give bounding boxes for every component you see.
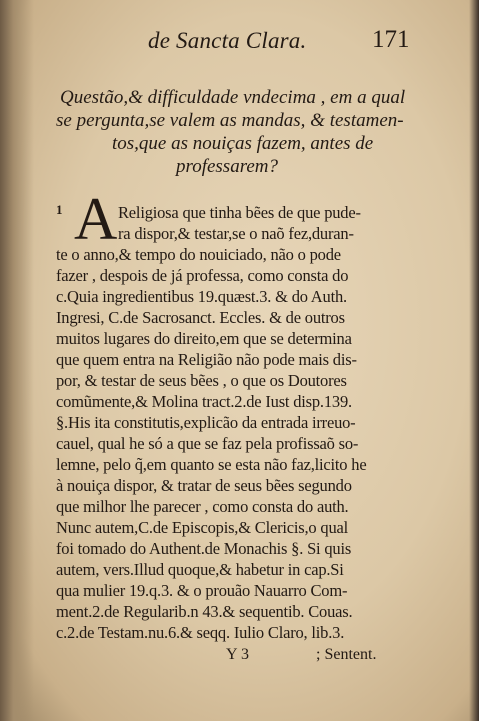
initial-letter: A <box>74 186 118 252</box>
body-line: à nouiça dispor, & tratar de seus bẽes segundo <box>56 476 352 495</box>
body-line: ment.2.de Regularib.n 43.& sequentib. Couas. <box>56 602 353 621</box>
body-line: que milhor lhe parecer , como consta do auth. <box>56 497 349 516</box>
heading-line: Questão,& difficuldade vndecima , em a qual <box>60 87 406 108</box>
body-line: cauel, qual he só a que se faz pela profissaõ so- <box>56 434 359 453</box>
body-line: c.Quia ingredientibus 19.quæst.3. & do Auth. <box>56 287 347 306</box>
body-line: por, & testar de seus bẽes , o que os Doutores <box>56 371 347 390</box>
body-line: qua mulier 19.q.3. & o prouão Nauarro Com- <box>56 581 348 600</box>
body-line: fazer , despois de já professa, como consta do <box>56 266 349 285</box>
body-line: c.2.de Testam.nu.6.& seqq. Iulio Claro, lib.3. <box>56 623 345 642</box>
body-line: Nunc autem,C.de Episcopis,& Clericis,o qual <box>56 518 349 537</box>
heading-line: tos,que as nouiças fazem, antes de <box>112 133 374 154</box>
signature-mark: Y 3 <box>226 646 249 663</box>
body-line: lemne, pelo q̃,em quanto se esta não faz,licito he <box>56 455 367 474</box>
heading-line: se pergunta,se valem as mandas, & testamen- <box>56 110 404 131</box>
heading-line: professarem? <box>176 156 279 177</box>
body-line: foi tomado do Authent.de Monachis §. Si quis <box>56 539 352 558</box>
body-line: ra dispor,& testar,se o naõ fez,duran- <box>118 224 354 243</box>
body-line: §.His ita constitutis,explicão da entrada irreuo- <box>56 413 356 432</box>
body-line: Ingresi, C.de Sacrosanct. Eccles. & de outros <box>56 308 345 327</box>
body-line: autem, vers.Illud quoque,& habetur in cap.Si <box>56 560 344 579</box>
page-edge-shadow <box>469 0 479 721</box>
marginal-number: 1 <box>56 202 63 217</box>
body-line: te o anno,& tempo do nouiciado, não o pode <box>56 245 341 264</box>
page-number: 171 <box>372 26 410 53</box>
body-line: Religiosa que tinha bẽes de que pude- <box>118 203 361 222</box>
body-line: que quem entra na Religião não pode mais dis- <box>56 350 357 369</box>
page-gutter-shadow <box>0 0 34 721</box>
catchword: ; Sentent. <box>316 646 377 663</box>
body-line: comũmente,& Molina tract.2.de Iust disp.139. <box>56 392 352 411</box>
running-head: de Sancta Clara. <box>148 28 307 53</box>
body-line: muitos lugares do direito,em que se determina <box>56 329 352 348</box>
